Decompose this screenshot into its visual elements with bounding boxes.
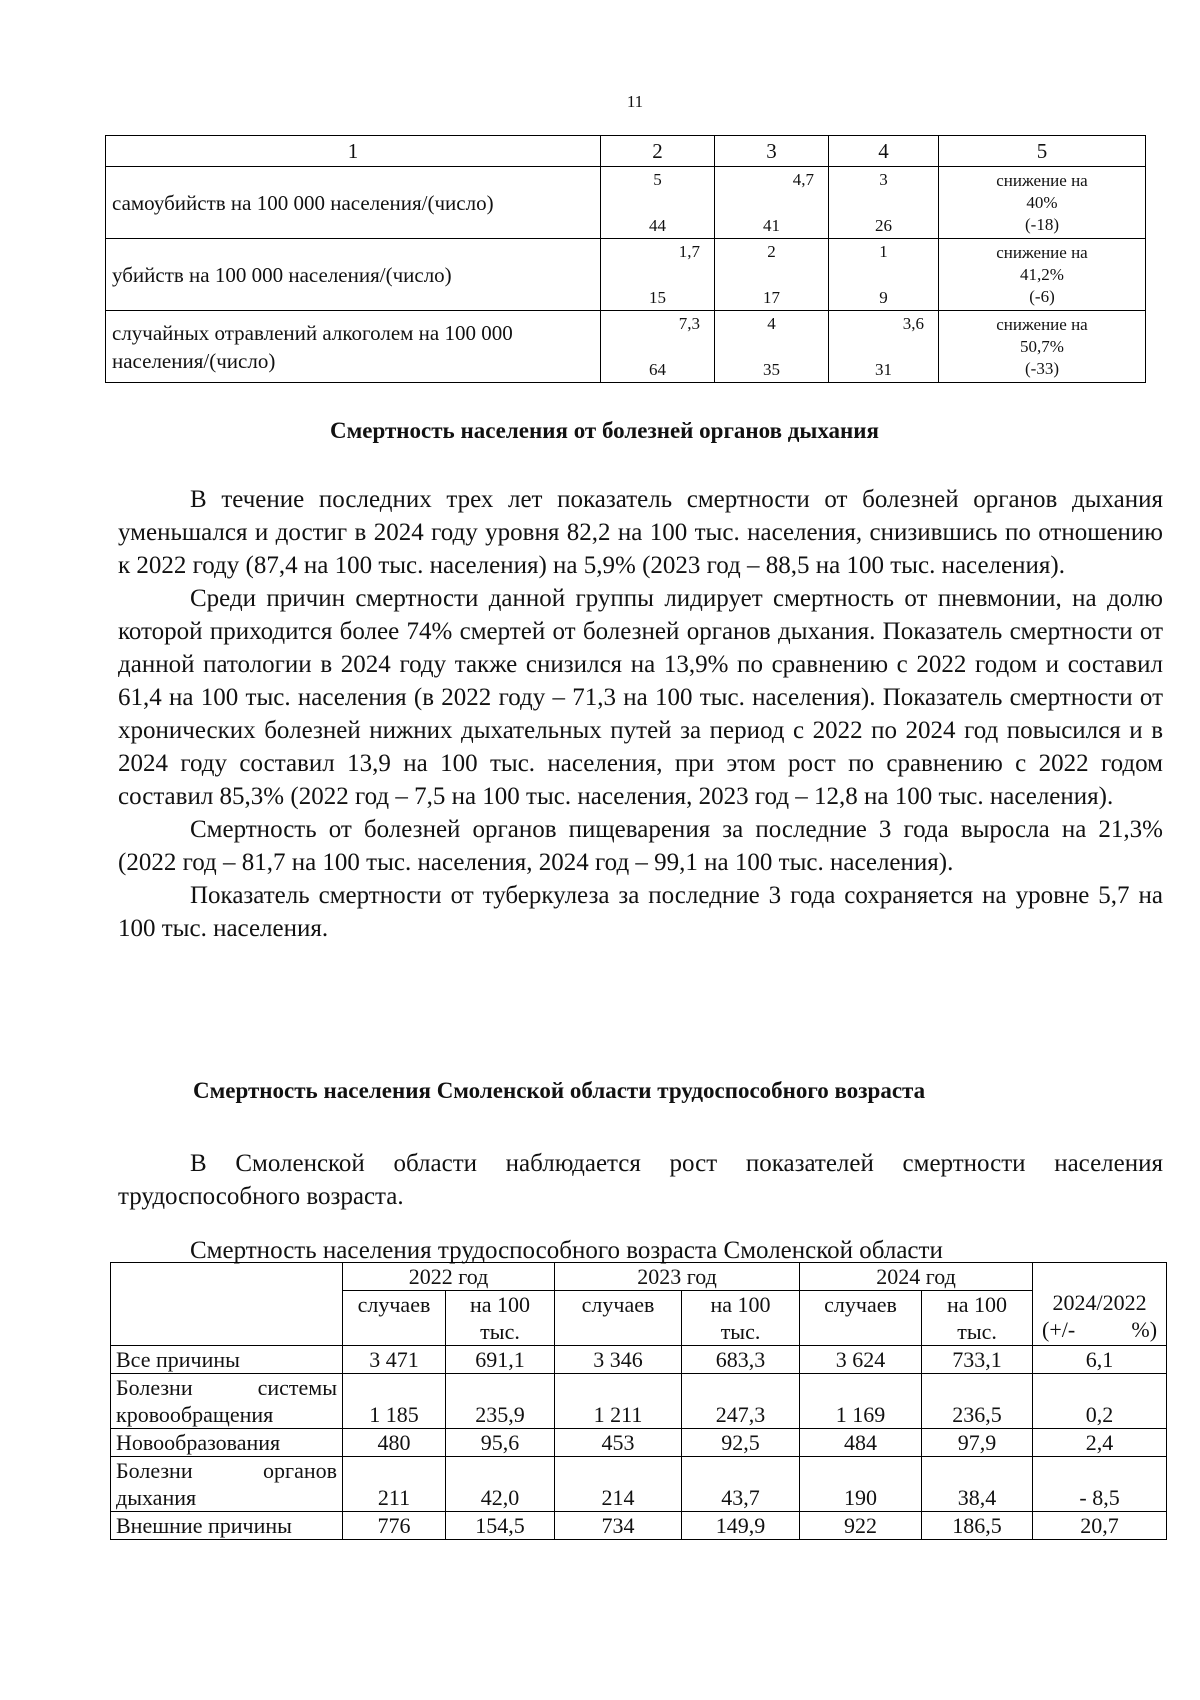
row-label-line: кровообращения	[116, 1402, 274, 1427]
rate-value: 1,7	[678, 242, 700, 261]
table-row	[111, 1346, 1167, 1374]
cases-header: случаев	[343, 1291, 446, 1346]
rate-value: 3,6	[902, 314, 924, 333]
row-label-line: населения/(число)	[112, 348, 276, 373]
table-row	[111, 1374, 1167, 1429]
value-cell: 2,4	[1033, 1429, 1167, 1457]
value-cell	[601, 311, 715, 383]
section-body	[118, 1147, 1163, 1213]
row-label: убийств на 100 000 населения/(число)	[106, 239, 601, 311]
change-percent: 50,7%	[1020, 336, 1064, 356]
paragraph: В Смоленской области наблюдается рост показателей смертности населения трудоспособного возраста.	[118, 1150, 1163, 1210]
value-cell: 154,5	[446, 1512, 555, 1540]
change-header-line: 2024/2022	[1052, 1290, 1147, 1315]
value-cell	[829, 167, 939, 239]
value-cell: 38,4	[922, 1457, 1033, 1512]
rate-value: 1	[879, 242, 888, 261]
value-cell: 214	[555, 1457, 682, 1512]
count-value: 9	[879, 288, 888, 307]
rate-value: 2	[767, 242, 776, 261]
value-cell: 453	[555, 1429, 682, 1457]
row-label: Новообразования	[111, 1429, 343, 1457]
value-cell: 0,2	[1033, 1374, 1167, 1429]
count-value: 44	[649, 216, 666, 235]
row-label	[111, 1374, 343, 1429]
count-value: 15	[649, 288, 666, 307]
row-label-line: случайных отравлений алкоголем на 100 000	[112, 320, 513, 345]
value-cell	[829, 239, 939, 311]
row-label	[106, 311, 601, 383]
value-cell	[715, 311, 829, 383]
row-label-line: Болезни органов	[116, 1458, 337, 1483]
row-label-line: Болезни системы	[116, 1375, 337, 1400]
change-label: снижение на	[996, 242, 1088, 262]
year-header: 2022 год	[343, 1263, 555, 1291]
rate-value: 7,3	[678, 314, 700, 333]
change-cell	[939, 239, 1146, 311]
change-cell	[939, 167, 1146, 239]
table-caption: Смертность населения трудоспособного возраста Смоленской области	[190, 1237, 943, 1264]
value-cell: 734	[555, 1512, 682, 1540]
count-value: 31	[875, 360, 892, 379]
section-title: Смертность населения от болезней органов дыхания	[330, 418, 879, 443]
value-cell: 235,9	[446, 1374, 555, 1429]
rate-header: на 100 тыс.	[922, 1291, 1033, 1346]
rate-value: 4	[767, 314, 776, 333]
paragraph: Смертность от болезней органов пищеварения за последние 3 года выросла на 21,3% (2022 год – 81,7 на 100 тыс. населения, 2024 год – 99,1 на 100 тыс. населения).	[118, 816, 1163, 876]
value-cell: 6,1	[1033, 1346, 1167, 1374]
value-cell: 922	[800, 1512, 922, 1540]
value-cell	[829, 311, 939, 383]
change-cell	[939, 311, 1146, 383]
value-cell: 149,9	[682, 1512, 800, 1540]
value-cell: 480	[343, 1429, 446, 1457]
value-cell: 92,5	[682, 1429, 800, 1457]
change-percent: 41,2%	[1020, 264, 1064, 284]
value-cell: 3 624	[800, 1346, 922, 1374]
value-cell: 95,6	[446, 1429, 555, 1457]
change-header-line: (+/- %)	[1042, 1317, 1158, 1342]
value-cell: 484	[800, 1429, 922, 1457]
row-label: самоубийств на 100 000 населения/(число)	[106, 167, 601, 239]
cases-header: случаев	[800, 1291, 922, 1346]
value-cell: 190	[800, 1457, 922, 1512]
table-row	[111, 1457, 1167, 1512]
count-value: 26	[875, 216, 892, 235]
table-row	[106, 167, 1146, 239]
value-cell	[715, 239, 829, 311]
change-count: (-6)	[1029, 286, 1055, 306]
top-table-header: 2	[601, 136, 715, 167]
value-cell: 691,1	[446, 1346, 555, 1374]
change-count: (-33)	[1025, 358, 1059, 378]
value-cell	[601, 167, 715, 239]
paragraph: Показатель смертности от туберкулеза за последние 3 года сохраняется на уровне 5,7 на 100 тыс. населения.	[118, 882, 1163, 942]
top-table-header: 4	[829, 136, 939, 167]
value-cell	[601, 239, 715, 311]
value-cell: 42,0	[446, 1457, 555, 1512]
table-row	[106, 239, 1146, 311]
top-table-header: 5	[939, 136, 1146, 167]
section-title: Смертность населения Смоленской области трудоспособного возраста	[193, 1078, 926, 1103]
change-label: снижение на	[996, 170, 1088, 190]
rate-header: на 100 тыс.	[682, 1291, 800, 1346]
top-table-header-row	[106, 136, 1146, 167]
value-cell: 247,3	[682, 1374, 800, 1429]
value-cell: 1 185	[343, 1374, 446, 1429]
value-cell: 43,7	[682, 1457, 800, 1512]
value-cell: 211	[343, 1457, 446, 1512]
value-cell	[715, 167, 829, 239]
row-label: Внешние причины	[111, 1512, 343, 1540]
value-cell: 1 169	[800, 1374, 922, 1429]
paragraph: В течение последних трех лет показатель смертности от болезней органов дыхания уменьшался и достиг в 2024 году уровня 82,2 на 100 тыс. населения, снизившись по отношению к 2022 году (87,4 на 100 тыс. населения) на 5,9% (2023 год – 88,5 на 100 тыс. населения).	[118, 486, 1163, 579]
value-cell: 3 471	[343, 1346, 446, 1374]
year-header-row	[111, 1263, 1167, 1291]
change-label: снижение на	[996, 314, 1088, 334]
top-table-header: 3	[715, 136, 829, 167]
paragraph: Среди причин смертности данной группы лидирует смертность от пневмонии, на долю которой приходится более 74% смертей от болезней органов дыхания. Показатель смертности от данной патологии в 2024 году также снизился на 13,9% по сравнению с 2022 годом и составил 61,4 на 100 тыс. населения (в 2022 году – 71,3 на 100 тыс. населения). Показатель смертности от хронических болезней нижних дыхательных путей за период с 2022 по 2024 год повысился и в 2024 году составил 13,9 на 100 тыс. населения, при этом рост по сравнению с 2022 годом составил 85,3% (2022 год – 7,5 на 100 тыс. населения, 2023 год – 12,8 на 100 тыс. населения).	[118, 585, 1163, 810]
value-cell: 186,5	[922, 1512, 1033, 1540]
count-value: 17	[763, 288, 780, 307]
table-row	[111, 1512, 1167, 1540]
value-cell: - 8,5	[1033, 1457, 1167, 1512]
value-cell: 776	[343, 1512, 446, 1540]
rate-value: 3	[879, 170, 888, 189]
top-table	[105, 135, 1146, 383]
year-header: 2024 год	[800, 1263, 1033, 1291]
mortality-table	[110, 1262, 1167, 1540]
row-label	[111, 1457, 343, 1512]
corner-cell	[111, 1263, 343, 1346]
table-row	[111, 1429, 1167, 1457]
value-cell: 236,5	[922, 1374, 1033, 1429]
section-body	[118, 483, 1163, 945]
value-cell: 97,9	[922, 1429, 1033, 1457]
value-cell: 683,3	[682, 1346, 800, 1374]
count-value: 41	[763, 216, 780, 235]
rate-header: на 100 тыс.	[446, 1291, 555, 1346]
table-row	[106, 311, 1146, 383]
change-count: (-18)	[1025, 214, 1059, 234]
year-header: 2023 год	[555, 1263, 800, 1291]
change-header	[1033, 1263, 1167, 1346]
row-label: Все причины	[111, 1346, 343, 1374]
value-cell: 733,1	[922, 1346, 1033, 1374]
count-value: 35	[763, 360, 780, 379]
rate-value: 5	[653, 170, 662, 189]
page-number: 11	[626, 92, 644, 111]
value-cell: 1 211	[555, 1374, 682, 1429]
value-cell: 20,7	[1033, 1512, 1167, 1540]
count-value: 64	[649, 360, 666, 379]
value-cell: 3 346	[555, 1346, 682, 1374]
cases-header: случаев	[555, 1291, 682, 1346]
change-percent: 40%	[1026, 192, 1058, 212]
row-label-line: дыхания	[116, 1485, 197, 1510]
rate-value: 4,7	[792, 170, 814, 189]
top-table-header: 1	[106, 136, 601, 167]
